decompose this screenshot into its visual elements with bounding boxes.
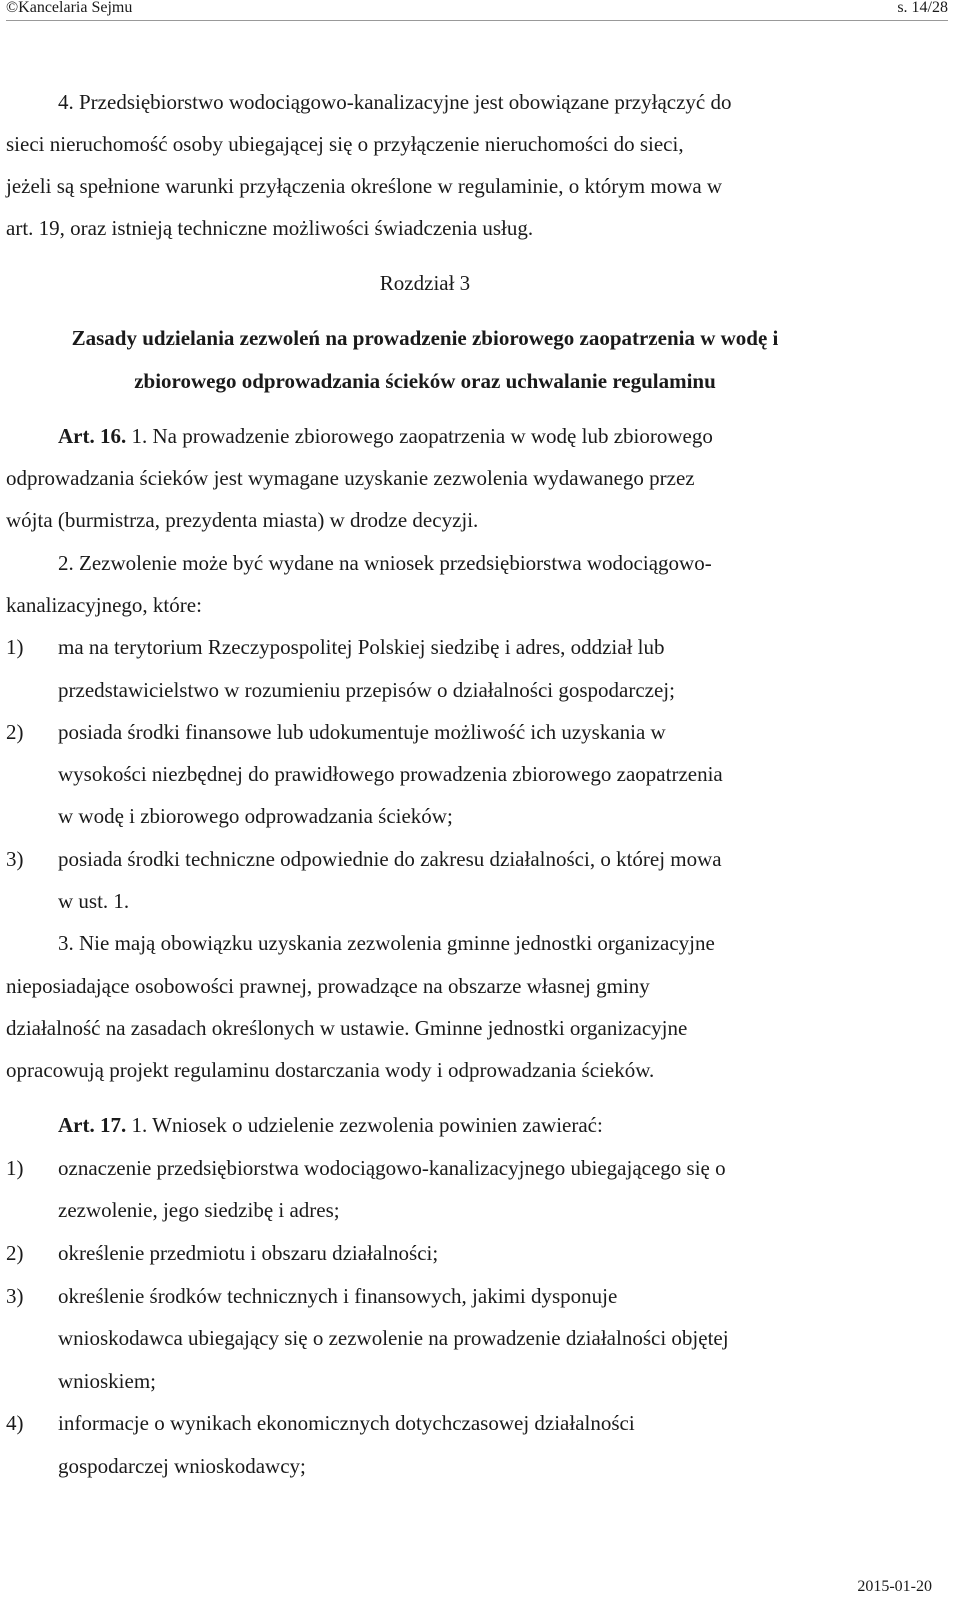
list-item-line: przedstawicielstwo w rozumieniu przepisów o działalności gospodarczej;	[58, 678, 675, 702]
list-item-number: 4)	[6, 1411, 24, 1435]
article-number: Art. 17.	[58, 1113, 127, 1137]
paragraph-line: 2. Zezwolenie może być wydane na wniosek przedsiębiorstwa wodociągowo-	[58, 551, 712, 575]
paragraph-line: 3. Nie mają obowiązku uzyskania zezwolenia gminne jednostki organizacyjne	[58, 931, 715, 955]
list-item-number: 2)	[6, 720, 24, 744]
list-item-number: 3)	[6, 847, 24, 871]
footer-date: 2015-01-20	[857, 1578, 932, 1595]
list-item-line: w ust. 1.	[58, 889, 130, 913]
chapter-title-line: zbiorowego odprowadzania ścieków oraz uchwalanie regulaminu	[134, 369, 716, 393]
article-text: 1. Na prowadzenie zbiorowego zaopatrzenia w wodę lub zbiorowego	[126, 424, 713, 448]
paragraph-line: 4. Przedsiębiorstwo wodociągowo-kanalizacyjne jest obowiązane przyłączyć do	[58, 90, 732, 114]
header-copyright: ©Kancelaria Sejmu	[6, 0, 133, 16]
paragraph-line: kanalizacyjnego, które:	[6, 593, 202, 617]
list-item-number: 1)	[6, 1156, 24, 1180]
article-number: Art. 16.	[58, 424, 127, 448]
list-item-line: w wodę i zbiorowego odprowadzania ścieków;	[58, 804, 453, 828]
paragraph-line: nieposiadające osobowości prawnej, prowadzące na obszarze własnej gminy	[6, 974, 650, 998]
list-item-line: informacje o wynikach ekonomicznych dotychczasowej działalności	[58, 1411, 635, 1435]
article-17-first-line	[58, 1112, 603, 1138]
chapter-title-line: Zasady udzielania zezwoleń na prowadzenie zbiorowego zaopatrzenia w wodę i	[71, 326, 779, 350]
paragraph-line: art. 19, oraz istnieją techniczne możliwości świadczenia usług.	[6, 216, 534, 240]
list-item-number: 3)	[6, 1284, 24, 1308]
list-item-line: wysokości niezbędnej do prawidłowego prowadzenia zbiorowego zaopatrzenia	[58, 762, 723, 786]
article-16-first-line	[58, 423, 713, 449]
list-item-line: wnioskodawca ubiegający się o zezwolenie na prowadzenie działalności objętej	[58, 1326, 729, 1350]
paragraph-line: jeżeli są spełnione warunki przyłączenia określone w regulaminie, o którym mowa w	[6, 174, 723, 198]
paragraph-line: odprowadzania ścieków jest wymagane uzyskanie zezwolenia wydawanego przez	[6, 466, 695, 490]
list-item-line: gospodarczej wnioskodawcy;	[58, 1454, 306, 1478]
header-page-number: s. 14/28	[897, 0, 948, 16]
paragraph-line: opracowują projekt regulaminu dostarczania wody i odprowadzania ścieków.	[6, 1058, 655, 1082]
list-item-number: 2)	[6, 1241, 24, 1265]
page-header	[6, 0, 948, 21]
list-item-line: określenie przedmiotu i obszaru działalności;	[58, 1241, 439, 1265]
paragraph-line: sieci nieruchomość osoby ubiegającej się o przyłączenie nieruchomości do sieci,	[6, 132, 684, 156]
list-item-line: posiada środki techniczne odpowiednie do zakresu działalności, o której mowa	[58, 847, 722, 871]
list-item-number: 1)	[6, 635, 24, 659]
list-item-line: zezwolenie, jego siedzibę i adres;	[58, 1198, 340, 1222]
list-item-line: wnioskiem;	[58, 1369, 156, 1393]
list-item-line: oznaczenie przedsiębiorstwa wodociągowo-kanalizacyjnego ubiegającego się o	[58, 1156, 726, 1180]
article-text: 1. Wniosek o udzielenie zezwolenia powinien zawierać:	[126, 1113, 603, 1137]
list-item-line: posiada środki finansowe lub udokumentuje możliwość ich uzyskania w	[58, 720, 666, 744]
paragraph-line: działalność na zasadach określonych w ustawie. Gminne jednostki organizacyjne	[6, 1016, 688, 1040]
list-item-line: określenie środków technicznych i finansowych, jakimi dysponuje	[58, 1284, 618, 1308]
chapter-heading: Rozdział 3	[379, 271, 471, 295]
paragraph-line: wójta (burmistrza, prezydenta miasta) w drodze decyzji.	[6, 508, 479, 532]
list-item-line: ma na terytorium Rzeczypospolitej Polskiej siedzibę i adres, oddział lub	[58, 635, 665, 659]
